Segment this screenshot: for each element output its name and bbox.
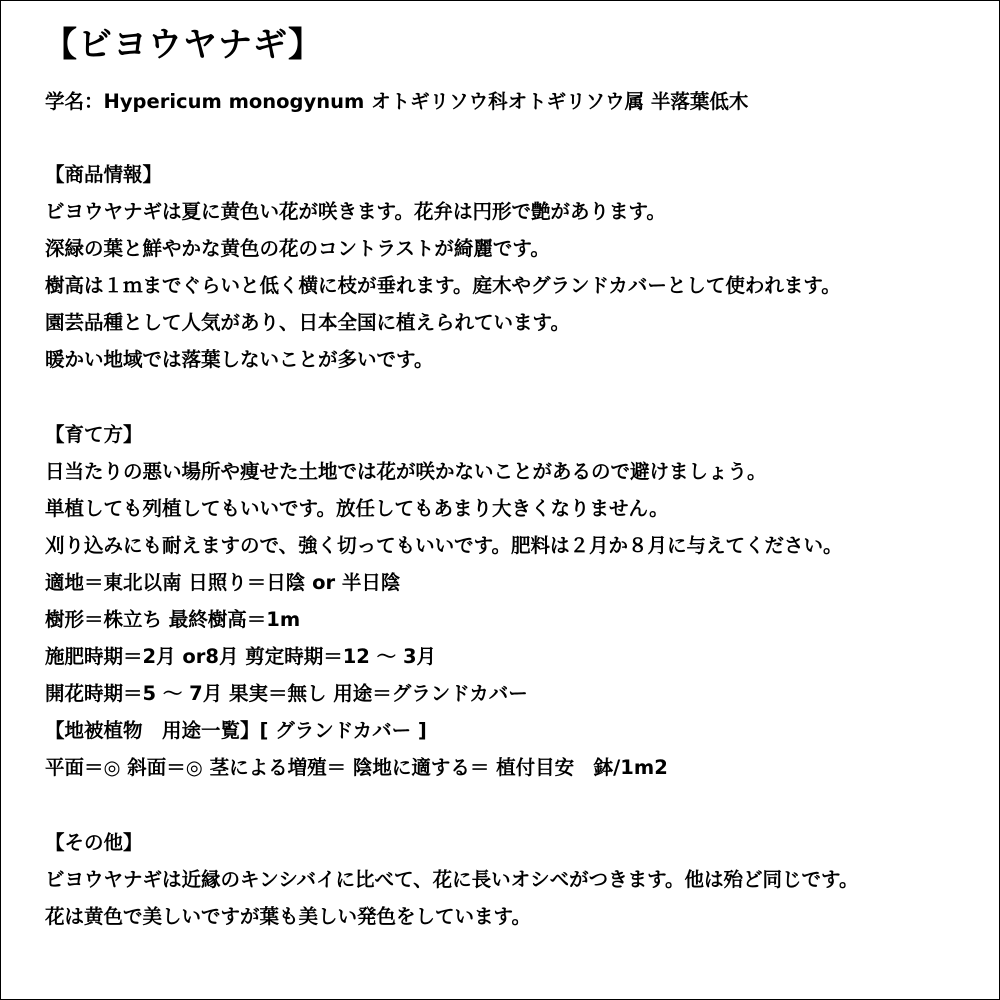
product-info-line: 暖かい地域では落葉しないことが多いです。: [45, 348, 434, 371]
care-line: 【地被植物 用途一覧】[ グランドカバー ]: [45, 719, 427, 742]
care-line: 単植しても列植してもいいです。放任してもあまり大きくなりません。: [45, 497, 669, 520]
other-line: 花は黄色で美しいですが葉も美しい発色をしています。: [45, 905, 531, 928]
care-line: 刈り込みにも耐えますので、強く切ってもいいです。肥料は２月か８月に与えてください。: [45, 534, 843, 557]
care-line: 樹形＝株立ち 最終樹高＝1m: [45, 608, 301, 631]
care-line: 平面＝◎ 斜面＝◎ 茎による増殖＝ 陰地に適する＝ 植付目安 鉢/1m2: [45, 756, 668, 779]
other-line: ビヨウヤナギは近縁のキンシバイに比べて、花に長いオシベがつきます。他は殆ど同じです。: [45, 868, 859, 891]
product-info-line: 深緑の葉と鮮やかな黄色の花のコントラストが綺麗です。: [45, 237, 550, 260]
care-line: 施肥時期＝2月 or8月 剪定時期＝12 ～ 3月: [45, 645, 437, 668]
product-info-line: ビヨウヤナギは夏に黄色い花が咲きます。花弁は円形で艶があります。: [45, 200, 666, 223]
product-info-line: 園芸品種として人気があり、日本全国に植えられています。: [45, 311, 570, 334]
care-line: 開花時期＝5 ～ 7月 果実＝無し 用途＝グランドカバー: [45, 682, 528, 705]
page-title: 【ビヨウヤナギ】: [43, 25, 323, 65]
care-line: 日当たりの悪い場所や痩せた土地では花が咲かないことがあるので避けましょう。: [45, 460, 767, 483]
scientific-name: 学名：Hypericum monogynum オトギリソウ科オトギリソウ属 半落葉低木: [45, 90, 749, 113]
product-info-line: 樹高は１ｍまでぐらいと低く横に枝が垂れます。庭木やグランドカバーとして使われます。: [45, 274, 841, 297]
care-heading: 【育て方】: [45, 423, 143, 446]
care-line: 適地＝東北以南 日照り＝日陰 or 半日陰: [45, 571, 401, 594]
product-info-heading: 【商品情報】: [45, 163, 163, 186]
other-heading: 【その他】: [45, 831, 143, 854]
